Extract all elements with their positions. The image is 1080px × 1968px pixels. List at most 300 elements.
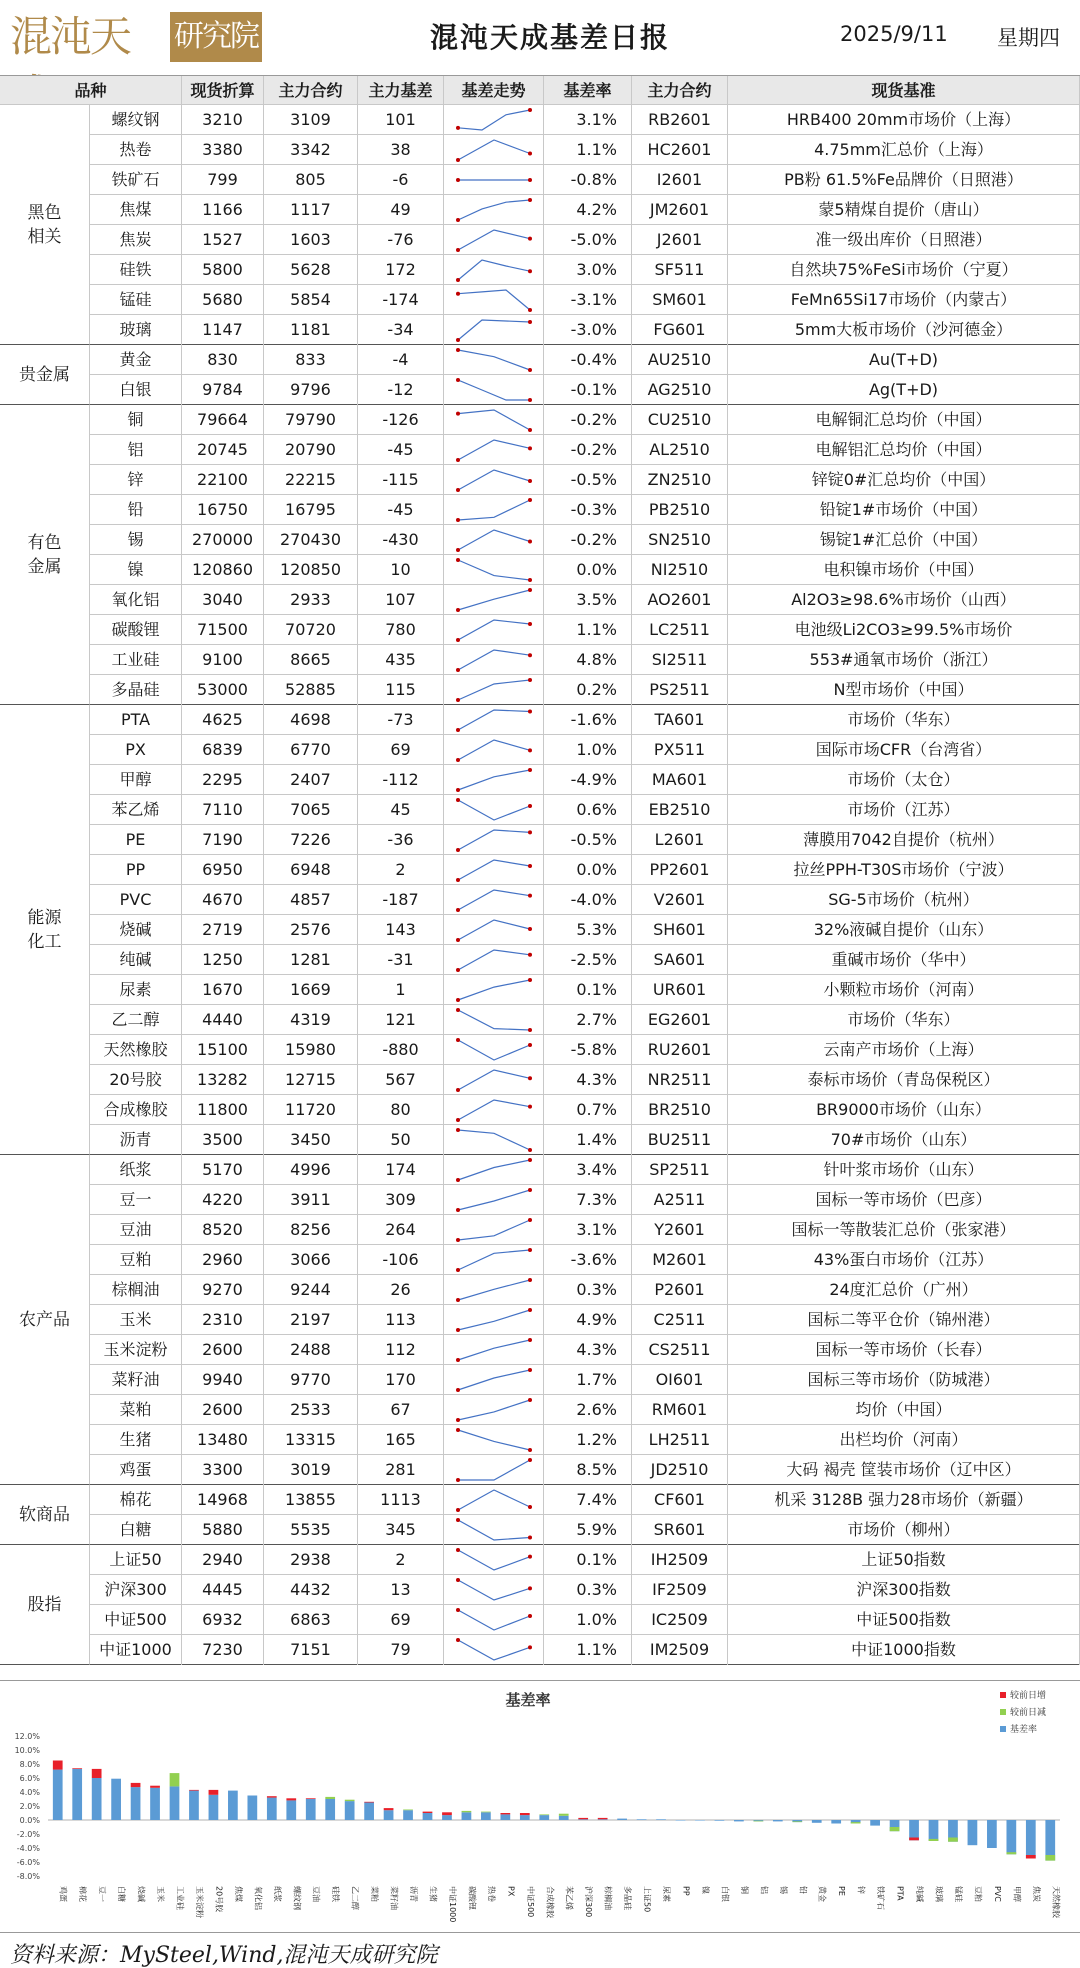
futures-price: 22215	[264, 465, 358, 495]
table-row	[0, 975, 1080, 1005]
spot-benchmark: 国标一等市场价（长春）	[728, 1335, 1080, 1365]
x-category-label: 鸡蛋	[58, 1886, 68, 1902]
y-tick-label: -6.0%	[16, 1858, 40, 1867]
bar-change-segment	[1026, 1855, 1036, 1859]
bar-change-segment	[345, 1800, 355, 1801]
sparkline-start-point	[456, 518, 460, 522]
sparkline-line	[458, 200, 530, 220]
basis-rate: 0.3%	[544, 1575, 632, 1605]
contract-code: IM2509	[632, 1635, 728, 1665]
contract-code: MA601	[632, 765, 728, 795]
spot-price: 830	[182, 345, 264, 375]
bar-change-segment	[578, 1818, 588, 1819]
basis-trend-sparkline	[446, 1545, 542, 1575]
basis-rate: 4.9%	[544, 1305, 632, 1335]
basis-value: 435	[358, 645, 444, 675]
sparkline-start-point	[456, 1428, 460, 1432]
sparkline-line	[458, 440, 530, 460]
sparkline-end-point	[528, 1043, 532, 1047]
spot-price: 2600	[182, 1395, 264, 1425]
basis-value: 1	[358, 975, 444, 1005]
bar-basis-rate	[617, 1819, 627, 1820]
basis-rate: 1.0%	[544, 1605, 632, 1635]
table-row	[0, 1635, 1080, 1665]
sparkline-end-point	[528, 748, 532, 752]
y-tick-label: 10.0%	[14, 1746, 40, 1755]
table-row	[0, 525, 1080, 555]
contract-code: AG2510	[632, 375, 728, 405]
report-weekday: 星期四	[997, 26, 1060, 50]
contract-code: SA601	[632, 945, 728, 975]
futures-price: 3911	[264, 1185, 358, 1215]
sparkline-end-point	[528, 894, 532, 898]
spot-price: 7190	[182, 825, 264, 855]
bar-change-segment	[753, 1821, 763, 1822]
contract-code: NI2510	[632, 555, 728, 585]
bar-basis-rate	[53, 1770, 63, 1820]
basis-trend-sparkline	[446, 1515, 542, 1545]
spot-benchmark: 蒙5精煤自提价（唐山）	[728, 195, 1080, 225]
basis-trend-sparkline	[446, 135, 542, 165]
bar-basis-rate	[325, 1799, 335, 1820]
contract-code: IF2509	[632, 1575, 728, 1605]
y-tick-label: 2.0%	[19, 1802, 40, 1811]
futures-price: 15980	[264, 1035, 358, 1065]
table-row	[0, 1485, 1080, 1515]
basis-rate: 3.1%	[544, 1215, 632, 1245]
futures-price: 1181	[264, 315, 358, 345]
x-category-label: 锌	[856, 1886, 866, 1894]
spot-benchmark: SG-5市场价（杭州）	[728, 885, 1080, 915]
table-row	[0, 1425, 1080, 1455]
basis-trend-sparkline	[446, 975, 542, 1005]
table-row	[0, 1245, 1080, 1275]
col-header-trend: 基差走势	[444, 76, 544, 106]
spot-benchmark: 大码 褐壳 筐装市场价（辽中区）	[728, 1455, 1080, 1485]
sparkline-end-point	[528, 446, 532, 450]
sparkline-start-point	[456, 1508, 460, 1512]
bar-change-segment	[929, 1839, 939, 1841]
sparkline-start-point	[456, 878, 460, 882]
table-row	[0, 675, 1080, 705]
basis-rate: 8.5%	[544, 1455, 632, 1485]
spot-price: 4445	[182, 1575, 264, 1605]
contract-code: Y2601	[632, 1215, 728, 1245]
bar-change-segment	[1045, 1855, 1055, 1861]
futures-price: 2407	[264, 765, 358, 795]
x-category-label: 锰硅	[953, 1886, 963, 1902]
basis-trend-sparkline	[446, 195, 542, 225]
spot-price: 2310	[182, 1305, 264, 1335]
spot-benchmark: Ag(T+D)	[728, 375, 1080, 405]
contract-code: P2601	[632, 1275, 728, 1305]
x-category-label: 热卷	[486, 1886, 496, 1902]
futures-price: 52885	[264, 675, 358, 705]
bar-basis-rate	[286, 1800, 296, 1820]
bar-basis-rate	[987, 1820, 997, 1848]
futures-price: 4432	[264, 1575, 358, 1605]
contract-code: AU2510	[632, 345, 728, 375]
basis-trend-sparkline	[446, 165, 542, 195]
bar-basis-rate	[131, 1787, 141, 1820]
variety-name: 铜	[90, 405, 182, 435]
col-header-rate: 基差率	[544, 76, 632, 106]
basis-value: 69	[358, 735, 444, 765]
spot-benchmark: Al2O3≥98.6%市场价（山西）	[728, 585, 1080, 615]
spot-price: 79664	[182, 405, 264, 435]
spot-price: 1250	[182, 945, 264, 975]
basis-rate: 1.0%	[544, 735, 632, 765]
sparkline-end-point	[528, 588, 532, 592]
sparkline-end-point	[528, 1308, 532, 1312]
sparkline-end-point	[528, 151, 532, 155]
chart-title: 基差率	[505, 1691, 551, 1709]
sparkline-line	[458, 110, 530, 130]
contract-code: IH2509	[632, 1545, 728, 1575]
spot-price: 9784	[182, 375, 264, 405]
variety-name: 上证50	[90, 1545, 182, 1575]
spot-price: 6932	[182, 1605, 264, 1635]
bar-basis-rate	[539, 1815, 549, 1820]
basis-rate: -0.3%	[544, 495, 632, 525]
y-tick-label: -2.0%	[16, 1830, 40, 1839]
futures-price: 2488	[264, 1335, 358, 1365]
contract-code: LH2511	[632, 1425, 728, 1455]
basis-trend-sparkline	[446, 1455, 542, 1485]
sparkline-line	[458, 1160, 530, 1180]
sparkline-end-point	[528, 308, 532, 312]
table-row	[0, 375, 1080, 405]
sparkline-start-point	[456, 278, 460, 282]
spot-benchmark: 国标一等散装汇总价（张家港）	[728, 1215, 1080, 1245]
spot-price: 5680	[182, 285, 264, 315]
sparkline-end-point	[528, 653, 532, 657]
sparkline-start-point	[456, 1268, 460, 1272]
sparkline-line	[458, 1400, 530, 1420]
basis-value: 69	[358, 1605, 444, 1635]
x-category-label: 黄金	[817, 1886, 827, 1902]
basis-trend-sparkline	[446, 1035, 542, 1065]
basis-rate-chart	[0, 1680, 1080, 1933]
basis-rate: 3.0%	[544, 255, 632, 285]
bar-change-segment	[364, 1802, 374, 1803]
variety-name: PP	[90, 855, 182, 885]
table-row	[0, 705, 1080, 735]
basis-value: -31	[358, 945, 444, 975]
variety-name: 白银	[90, 375, 182, 405]
variety-name: 镍	[90, 555, 182, 585]
sparkline-start-point	[456, 1298, 460, 1302]
sparkline-line	[458, 950, 530, 970]
contract-code: SF511	[632, 255, 728, 285]
variety-name: PX	[90, 735, 182, 765]
basis-rate: -0.2%	[544, 435, 632, 465]
sparkline-end-point	[528, 479, 532, 483]
spot-price: 5800	[182, 255, 264, 285]
x-category-label: 铝	[759, 1886, 769, 1894]
bar-basis-rate	[578, 1819, 588, 1820]
contract-code: PP2601	[632, 855, 728, 885]
variety-name: 多晶硅	[90, 675, 182, 705]
variety-name: 焦煤	[90, 195, 182, 225]
spot-benchmark: 市场价（柳州）	[728, 1515, 1080, 1545]
legend-label: 较前日减	[1010, 1708, 1047, 1718]
basis-trend-sparkline	[446, 1395, 542, 1425]
sparkline-start-point	[456, 1328, 460, 1332]
col-header-benchmark: 现货基准	[728, 76, 1080, 106]
sparkline-line	[458, 1520, 530, 1540]
contract-code: LC2511	[632, 615, 728, 645]
spot-price: 4220	[182, 1185, 264, 1215]
contract-code: ZN2510	[632, 465, 728, 495]
spot-benchmark: 电池级Li2CO3≥99.5%市场价	[728, 615, 1080, 645]
contract-code: CF601	[632, 1485, 728, 1515]
basis-trend-sparkline	[446, 105, 542, 135]
spot-price: 4625	[182, 705, 264, 735]
sparkline-end-point	[528, 178, 532, 182]
table-row	[0, 135, 1080, 165]
spot-benchmark: 中证1000指数	[728, 1635, 1080, 1665]
contract-code: SP2511	[632, 1155, 728, 1185]
bar-change-segment	[267, 1796, 277, 1797]
x-category-label: 玉米淀粉	[194, 1886, 204, 1918]
sparkline-end-point	[528, 953, 532, 957]
variety-name: PE	[90, 825, 182, 855]
x-category-label: 甲醇	[1012, 1886, 1022, 1902]
basis-trend-sparkline	[446, 825, 542, 855]
basis-value: 172	[358, 255, 444, 285]
spot-benchmark: BR9000市场价（山东）	[728, 1095, 1080, 1125]
sparkline-end-point	[528, 622, 532, 626]
basis-value: -36	[358, 825, 444, 855]
futures-price: 13315	[264, 1425, 358, 1455]
basis-trend-sparkline	[446, 1245, 542, 1275]
futures-price: 833	[264, 345, 358, 375]
sparkline-end-point	[528, 108, 532, 112]
x-category-label: 焦炭	[1031, 1886, 1041, 1902]
sparkline-start-point	[456, 126, 460, 130]
basis-value: -126	[358, 405, 444, 435]
sparkline-line	[458, 410, 530, 430]
basis-trend-sparkline	[446, 375, 542, 405]
spot-benchmark: 市场价（华东）	[728, 705, 1080, 735]
futures-price: 2533	[264, 1395, 358, 1425]
x-category-label: 天然橡胶	[1051, 1886, 1061, 1918]
futures-price: 270430	[264, 525, 358, 555]
bar-basis-rate	[1026, 1820, 1036, 1859]
basis-value: -112	[358, 765, 444, 795]
variety-name: 中证1000	[90, 1635, 182, 1665]
variety-name: 硅铁	[90, 255, 182, 285]
sparkline-end-point	[528, 1188, 532, 1192]
y-tick-label: 12.0%	[14, 1732, 40, 1741]
futures-price: 1603	[264, 225, 358, 255]
sparkline-start-point	[456, 1638, 460, 1642]
contract-code: IC2509	[632, 1605, 728, 1635]
futures-price: 7226	[264, 825, 358, 855]
spot-benchmark: 铅锭1#市场价（中国）	[728, 495, 1080, 525]
table-row	[0, 915, 1080, 945]
basis-value: 80	[358, 1095, 444, 1125]
sparkline-end-point	[528, 1338, 532, 1342]
x-category-label: 棕榈油	[603, 1886, 613, 1910]
sparkline-start-point	[456, 178, 460, 182]
basis-rate: -3.0%	[544, 315, 632, 345]
bar-basis-rate	[656, 1819, 666, 1820]
y-tick-label: -4.0%	[16, 1844, 40, 1853]
sparkline-line	[458, 1370, 530, 1390]
variety-name: 铝	[90, 435, 182, 465]
basis-trend-sparkline	[446, 315, 542, 345]
basis-rate: -3.1%	[544, 285, 632, 315]
basis-trend-sparkline	[446, 345, 542, 375]
basis-rate: 0.0%	[544, 555, 632, 585]
x-category-label: 苯乙烯	[564, 1886, 574, 1910]
basis-trend-sparkline	[446, 285, 542, 315]
variety-name: 棕榈油	[90, 1275, 182, 1305]
basis-trend-sparkline	[446, 1425, 542, 1455]
futures-price: 9796	[264, 375, 358, 405]
spot-benchmark: 均价（中国）	[728, 1395, 1080, 1425]
variety-name: 锌	[90, 465, 182, 495]
bar-change-segment	[403, 1810, 413, 1811]
variety-name: 菜籽油	[90, 1365, 182, 1395]
bar-basis-rate	[267, 1798, 277, 1820]
basis-trend-sparkline	[446, 1275, 542, 1305]
futures-price: 2938	[264, 1545, 358, 1575]
sparkline-start-point	[456, 1478, 460, 1482]
spot-price: 16750	[182, 495, 264, 525]
sparkline-start-point	[456, 908, 460, 912]
basis-value: -115	[358, 465, 444, 495]
variety-name: 铁矿石	[90, 165, 182, 195]
spot-benchmark: 准一级出库价（日照港）	[728, 225, 1080, 255]
basis-value: 567	[358, 1065, 444, 1095]
bar-change-segment	[209, 1790, 219, 1795]
variety-name: 焦炭	[90, 225, 182, 255]
sparkline-start-point	[456, 798, 460, 802]
spot-benchmark: 沪深300指数	[728, 1575, 1080, 1605]
col-header-spot: 现货折算	[182, 76, 264, 106]
spot-price: 4670	[182, 885, 264, 915]
x-category-label: 尿素	[662, 1886, 672, 1902]
y-tick-label: 8.0%	[19, 1760, 40, 1769]
sparkline-end-point	[528, 1105, 532, 1109]
basis-rate: 0.3%	[544, 1275, 632, 1305]
basis-value: -6	[358, 165, 444, 195]
col-header-variety: 品种	[0, 76, 182, 106]
futures-price: 3066	[264, 1245, 358, 1275]
contract-code: C2511	[632, 1305, 728, 1335]
basis-value: 2	[358, 1545, 444, 1575]
table-row	[0, 735, 1080, 765]
spot-benchmark: 电解铝汇总均价（中国）	[728, 435, 1080, 465]
contract-code: RB2601	[632, 105, 728, 135]
basis-value: 281	[358, 1455, 444, 1485]
contract-code: PX511	[632, 735, 728, 765]
sparkline-line	[458, 380, 530, 400]
sparkline-line	[458, 1640, 530, 1660]
bar-basis-rate	[500, 1814, 510, 1820]
x-category-label: PP	[681, 1886, 691, 1896]
legend-label: 基差率	[1010, 1725, 1038, 1735]
spot-price: 3380	[182, 135, 264, 165]
basis-trend-sparkline	[446, 1635, 542, 1665]
basis-rate-chart-svg	[0, 1681, 1080, 1934]
sparkline-line	[458, 680, 530, 700]
sparkline-line	[458, 1430, 530, 1450]
futures-price: 79790	[264, 405, 358, 435]
futures-price: 120850	[264, 555, 358, 585]
basis-trend-sparkline	[446, 645, 542, 675]
sparkline-start-point	[456, 728, 460, 732]
table-row	[0, 1125, 1080, 1155]
variety-name: 黄金	[90, 345, 182, 375]
basis-rate: 5.3%	[544, 915, 632, 945]
contract-code: PB2510	[632, 495, 728, 525]
spot-price: 4440	[182, 1005, 264, 1035]
sparkline-end-point	[528, 1158, 532, 1162]
category-label: 农产品	[0, 1155, 90, 1485]
basis-value: 309	[358, 1185, 444, 1215]
basis-value: 112	[358, 1335, 444, 1365]
variety-name: 氧化铝	[90, 585, 182, 615]
basis-value: 38	[358, 135, 444, 165]
futures-price: 3450	[264, 1125, 358, 1155]
sparkline-start-point	[456, 1178, 460, 1182]
sparkline-line	[458, 530, 530, 550]
sparkline-end-point	[528, 428, 532, 432]
futures-price: 6948	[264, 855, 358, 885]
x-category-label: 焦煤	[233, 1886, 243, 1902]
bar-change-segment	[909, 1838, 919, 1841]
basis-trend-sparkline	[446, 915, 542, 945]
sparkline-end-point	[528, 1448, 532, 1452]
spot-benchmark: 市场价（江苏）	[728, 795, 1080, 825]
basis-rate: -5.0%	[544, 225, 632, 255]
x-category-label: 中证1000	[447, 1886, 457, 1923]
spot-price: 5170	[182, 1155, 264, 1185]
basis-trend-sparkline	[446, 615, 542, 645]
table-row	[0, 1395, 1080, 1425]
category-label: 股指	[0, 1545, 90, 1665]
basis-trend-sparkline	[446, 765, 542, 795]
sparkline-start-point	[456, 1038, 460, 1042]
bar-basis-rate	[189, 1791, 199, 1820]
basis-trend-sparkline	[446, 675, 542, 705]
basis-value: 345	[358, 1515, 444, 1545]
basis-trend-sparkline	[446, 225, 542, 255]
sparkline-start-point	[456, 338, 460, 342]
bar-change-segment	[462, 1811, 472, 1812]
basis-value: 143	[358, 915, 444, 945]
x-category-label: 沪深300	[584, 1886, 594, 1918]
basis-rate: 2.6%	[544, 1395, 632, 1425]
bar-basis-rate	[812, 1820, 822, 1823]
variety-name: 玉米	[90, 1305, 182, 1335]
source-footer	[0, 1933, 1080, 1968]
sparkline-start-point	[456, 458, 460, 462]
basis-value: 50	[358, 1125, 444, 1155]
sparkline-end-point	[528, 678, 532, 682]
basis-trend-sparkline	[446, 1005, 542, 1035]
futures-price: 2197	[264, 1305, 358, 1335]
logo-text-box: 研究院	[170, 12, 262, 62]
y-tick-label: 0.0%	[19, 1816, 40, 1825]
table-row	[0, 1305, 1080, 1335]
bar-basis-rate	[637, 1819, 647, 1820]
y-tick-label: 4.0%	[19, 1788, 40, 1797]
